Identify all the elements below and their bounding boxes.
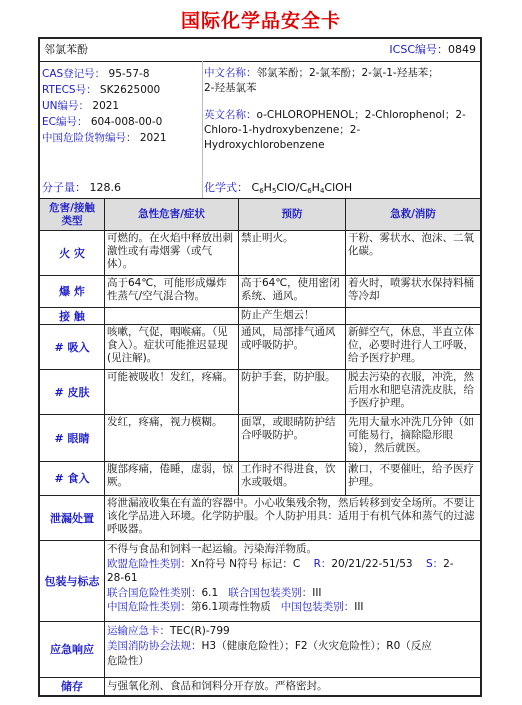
rtecs-label: RTECS号： (42, 84, 97, 96)
cn-pack-value: III (354, 601, 364, 613)
cn-class-label: 中国危险性类别： (107, 601, 191, 613)
cn-name-1: 邻氯苯酚；2-氯苯酚；2-氯-1-羟基苯； (256, 67, 439, 79)
explosion-prevention: 高于64℃，使用密闭系统、通风。 (241, 277, 340, 302)
skin-symptom: 可能被吸收！发红，疼痛。 (107, 371, 233, 383)
table-header-firstaid: 急救/消防 (346, 199, 480, 230)
formula-sub: 4 (319, 187, 325, 195)
r-phrase-value: 20/21/22-51/53 (331, 557, 413, 570)
un-value: 2021 (92, 100, 120, 112)
cn-pack-label: 中国包装类别： (280, 601, 355, 613)
en-name-3: Hydroxychlorobenzene (204, 139, 325, 151)
table-header-prevention: 预防 (239, 199, 345, 230)
cas-label: CAS登记号： (42, 68, 106, 80)
row-label-eyes: # 眼睛 (54, 431, 90, 445)
cn-dg-value: 2021 (139, 132, 167, 144)
un-label: UN编号： (42, 100, 90, 112)
mw-label: 分子量： (42, 181, 86, 194)
formula-sub: 5 (271, 187, 277, 195)
formula-part: H (263, 181, 272, 194)
inhalation-prevention: 通风，局部排气通风或呼吸防护。 (241, 326, 336, 351)
contact-prevention: 防止产生烟云！ (241, 309, 315, 321)
inhalation-symptom: 咳嗽，气促，咽喉痛。（见食入）。症状可能推迟显现(见注解)。 (107, 326, 228, 364)
storage-text: 与强氧化剂、食品和饲料分开存放。严格密封。 (107, 680, 328, 692)
eyes-prevention: 面罩，或眼睛防护结合呼吸防护。 (241, 416, 336, 441)
icsc-number (389, 43, 476, 56)
row-label-ingestion: # 食入 (54, 472, 90, 485)
en-name-label: 英文名称： (204, 109, 257, 121)
en-name-2: Chloro-1-hydroxybenzene；2- (204, 124, 361, 136)
un-pack-value: III (312, 586, 322, 599)
packaging-line1: 不得与食品和饲料一起运输。污染海洋物质。 (107, 543, 317, 555)
chemical-name: 邻氯苯酚 (44, 43, 88, 56)
un-class-label: 联合国危险性类别： (107, 586, 202, 599)
emergency-label: 应急响应 (50, 643, 94, 656)
names-block (204, 66, 480, 153)
formula-part: ClOH (324, 181, 353, 194)
formula-part: H (311, 181, 320, 194)
ingestion-symptom: 腹部疼痛，倦睡，虚弱，惊厥。 (107, 463, 233, 488)
en-name-1: o-CHLOROPHENOL；2-Chlorophenol；2- (256, 109, 466, 121)
cn-name-label: 中文名称： (204, 67, 257, 79)
spill-label: 泄漏处置 (50, 511, 94, 525)
ingestion-firstaid: 漱口，不要催吐，给予医疗护理。 (348, 463, 474, 488)
mw-value: 128.6 (89, 181, 121, 194)
row-label-contact: 接 触 (59, 309, 85, 323)
fire-firstaid: 干粉、雾状水、泡沫、二氧化碳。 (348, 232, 474, 257)
icsc-label: ICSC编号： (389, 43, 448, 56)
nfpa-value-1: H3（健康危险性）；F2（火灾危险性）；R0（反应 (201, 640, 432, 652)
skin-prevention: 防护手套，防护服。 (241, 371, 336, 383)
spill-text: 将泄漏液收集在有盖的容器中。小心收集残余物，然后转移到安全场所。不要让该化学品进入环境。化学防护服。个人防护用具：适用于有机气体和蒸气的过滤呼吸器。 (107, 497, 475, 535)
nfpa-value-2: 危险性） (107, 655, 149, 667)
fire-symptom: 可燃的。在火焰中释放出刺激性或有毒烟雾（或气体）。 (107, 232, 233, 270)
formula-part: C (251, 181, 260, 194)
eu-class-value: Xn符号 N符号 标记：C (191, 557, 301, 570)
formula-sub: 6 (259, 187, 264, 195)
eu-class-label: 欧盟危险性类别： (107, 557, 191, 570)
storage-label: 储存 (61, 680, 83, 693)
explosion-symptom: 高于64℃，可能形成爆炸性蒸气/空气混合物。 (107, 277, 227, 302)
eyes-symptom: 发红，疼痛，视力模糊。 (107, 416, 223, 428)
ec-label: EC编号： (42, 116, 88, 128)
skin-firstaid: 脱去污染的衣服，冲洗，然后用水和肥皂清洗皮肤，给予医疗护理。 (348, 371, 474, 409)
eyes-firstaid: 先用大量水冲洗几分钟（如可能易行，摘除隐形眼镜），然后就医。 (348, 416, 474, 454)
packaging-label: 包装与标志 (44, 574, 100, 588)
table-header-symptom: 急性危害/症状 (105, 199, 238, 230)
row-label-skin: # 皮肤 (54, 385, 90, 399)
chemical-formula (204, 181, 352, 198)
row-label-inhalation: # 吸入 (54, 340, 90, 354)
rtecs-value: SK2625000 (99, 84, 161, 96)
s-phrase-value-2: 28-61 (107, 572, 138, 584)
table-header-type: 危害/接触类型 (40, 199, 104, 230)
row-label-fire: 火 灾 (59, 246, 85, 260)
r-phrase-label: R： (313, 557, 332, 570)
emergency-block (107, 624, 479, 669)
inhalation-firstaid: 新鲜空气，休息，半直立体位，必要时进行人工呼吸，给予医疗护理。 (348, 326, 474, 364)
formula-label: 化学式： (204, 181, 248, 194)
molecular-weight (42, 181, 121, 194)
packaging-block (107, 542, 479, 615)
fire-prevention: 禁止明火。 (241, 232, 294, 244)
s-phrase-value-1: 2- (443, 557, 454, 570)
icsc-value: 0849 (448, 43, 476, 56)
cas-value: 95-57-8 (108, 68, 150, 80)
s-phrase-label: S： (425, 557, 444, 570)
ingestion-prevention: 工作时不得进食，饮水或吸烟。 (241, 463, 336, 488)
identifiers (42, 66, 202, 146)
safety-card (38, 37, 482, 697)
formula-sub: 6 (307, 187, 312, 195)
un-pack-label: 联合国包装类别： (228, 586, 313, 599)
cn-name-2: 2-羟基氯苯 (204, 82, 257, 94)
transport-card-value: TEC(R)-799 (170, 625, 230, 637)
ec-value: 604-008-00-0 (90, 116, 163, 128)
nfpa-label: 美国消防协会法规： (107, 640, 202, 652)
explosion-firstaid: 着火时，喷雾状水保持料桶等冷却 (348, 277, 474, 302)
page-title: 国际化学品安全卡 (180, 10, 341, 32)
un-class-value: 6.1 (201, 586, 219, 599)
row-label-explosion: 爆 炸 (59, 285, 85, 298)
cn-dg-label: 中国危险货物编号： (42, 132, 137, 144)
transport-card-label: 运输应急卡： (107, 625, 170, 637)
formula-part: ClO/C (276, 181, 308, 194)
cn-class-value: 第6.1项毒性物质 (191, 601, 271, 613)
